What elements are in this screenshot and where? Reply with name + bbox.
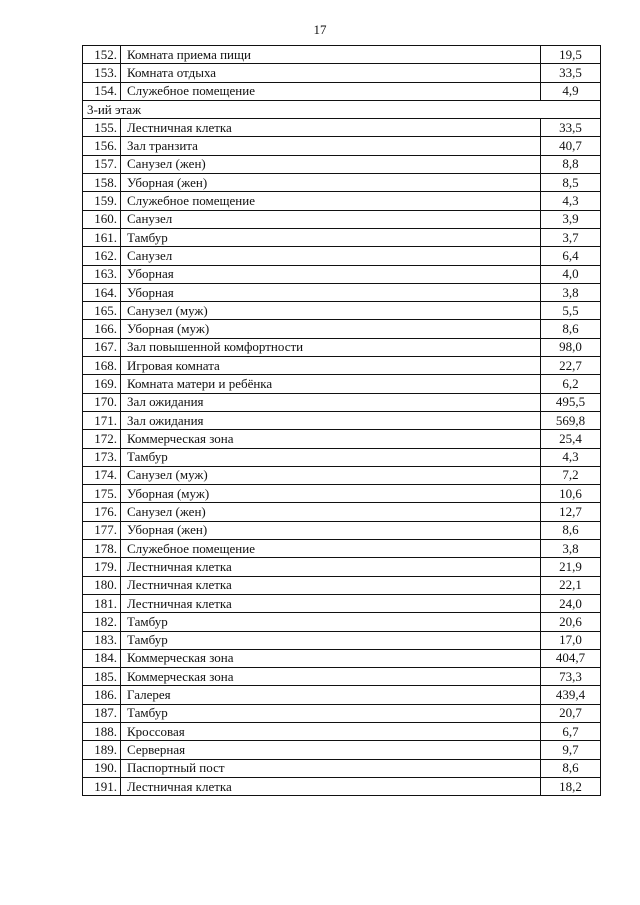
room-name-cell: Тамбур xyxy=(121,448,541,466)
room-number-cell: 170. xyxy=(83,393,121,411)
room-number-cell: 162. xyxy=(83,247,121,265)
room-name-cell: Санузел (муж) xyxy=(121,466,541,484)
table-row xyxy=(83,338,601,356)
room-area-cell: 4,9 xyxy=(541,82,601,100)
room-name-cell: Лестничная клетка xyxy=(121,558,541,576)
room-number-cell: 188. xyxy=(83,722,121,740)
room-number-cell: 153. xyxy=(83,64,121,82)
room-name-cell: Галерея xyxy=(121,686,541,704)
room-area-cell: 20,6 xyxy=(541,613,601,631)
room-name-cell: Уборная (жен) xyxy=(121,174,541,192)
room-name-cell: Коммерческая зона xyxy=(121,668,541,686)
room-area-cell: 40,7 xyxy=(541,137,601,155)
room-name-cell: Игровая комната xyxy=(121,357,541,375)
room-number-cell: 190. xyxy=(83,759,121,777)
room-number-cell: 164. xyxy=(83,283,121,301)
table-row xyxy=(83,594,601,612)
room-name-cell: Зал ожидания xyxy=(121,393,541,411)
room-name-cell: Санузел xyxy=(121,210,541,228)
room-number-cell: 180. xyxy=(83,576,121,594)
table-row xyxy=(83,46,601,64)
room-area-cell: 8,8 xyxy=(541,155,601,173)
room-name-cell: Серверная xyxy=(121,741,541,759)
room-name-cell: Служебное помещение xyxy=(121,192,541,210)
room-area-cell: 22,1 xyxy=(541,576,601,594)
table-row xyxy=(83,485,601,503)
room-number-cell: 185. xyxy=(83,668,121,686)
room-area-cell: 8,5 xyxy=(541,174,601,192)
room-number-cell: 172. xyxy=(83,430,121,448)
room-name-cell: Санузел (жен) xyxy=(121,503,541,521)
table-row xyxy=(83,375,601,393)
room-area-cell: 33,5 xyxy=(541,119,601,137)
room-name-cell: Коммерческая зона xyxy=(121,430,541,448)
room-area-cell: 3,7 xyxy=(541,228,601,246)
room-name-cell: Комната матери и ребёнка xyxy=(121,375,541,393)
room-name-cell: Тамбур xyxy=(121,228,541,246)
room-area-cell: 21,9 xyxy=(541,558,601,576)
room-name-cell: Тамбур xyxy=(121,631,541,649)
room-area-cell: 18,2 xyxy=(541,777,601,795)
room-area-cell: 439,4 xyxy=(541,686,601,704)
room-area-cell: 10,6 xyxy=(541,485,601,503)
room-number-cell: 179. xyxy=(83,558,121,576)
table-row xyxy=(83,741,601,759)
room-number-cell: 177. xyxy=(83,521,121,539)
room-area-cell: 569,8 xyxy=(541,411,601,429)
room-number-cell: 156. xyxy=(83,137,121,155)
room-area-cell: 3,9 xyxy=(541,210,601,228)
room-number-cell: 155. xyxy=(83,119,121,137)
room-name-cell: Уборная (муж) xyxy=(121,485,541,503)
table-body-floor3 xyxy=(83,119,601,796)
room-number-cell: 163. xyxy=(83,265,121,283)
room-name-cell: Лестничная клетка xyxy=(121,576,541,594)
room-area-cell: 4,3 xyxy=(541,448,601,466)
room-number-cell: 157. xyxy=(83,155,121,173)
room-number-cell: 161. xyxy=(83,228,121,246)
room-area-cell: 6,4 xyxy=(541,247,601,265)
room-area-cell: 12,7 xyxy=(541,503,601,521)
room-area-cell: 8,6 xyxy=(541,320,601,338)
table-row xyxy=(83,82,601,100)
room-name-cell: Зал ожидания xyxy=(121,411,541,429)
room-name-cell: Уборная (муж) xyxy=(121,320,541,338)
room-area-cell: 7,2 xyxy=(541,466,601,484)
room-number-cell: 169. xyxy=(83,375,121,393)
table-row xyxy=(83,155,601,173)
room-number-cell: 175. xyxy=(83,485,121,503)
room-number-cell: 187. xyxy=(83,704,121,722)
room-name-cell: Паспортный пост xyxy=(121,759,541,777)
room-name-cell: Коммерческая зона xyxy=(121,649,541,667)
table-row xyxy=(83,393,601,411)
room-area-cell: 495,5 xyxy=(541,393,601,411)
room-number-cell: 159. xyxy=(83,192,121,210)
table-row xyxy=(83,210,601,228)
table-row xyxy=(83,448,601,466)
room-area-cell: 73,3 xyxy=(541,668,601,686)
page-number: 17 xyxy=(313,22,327,37)
room-number-cell: 182. xyxy=(83,613,121,631)
room-area-cell: 22,7 xyxy=(541,357,601,375)
section-row xyxy=(83,100,601,118)
table-row xyxy=(83,137,601,155)
room-area-cell: 6,2 xyxy=(541,375,601,393)
room-name-cell: Служебное помещение xyxy=(121,540,541,558)
room-name-cell: Тамбур xyxy=(121,613,541,631)
room-name-cell: Лестничная клетка xyxy=(121,777,541,795)
room-area-cell: 98,0 xyxy=(541,338,601,356)
table-row xyxy=(83,759,601,777)
table-row xyxy=(83,558,601,576)
room-name-cell: Уборная xyxy=(121,265,541,283)
room-number-cell: 158. xyxy=(83,174,121,192)
table-row xyxy=(83,228,601,246)
room-number-cell: 166. xyxy=(83,320,121,338)
table-row xyxy=(83,649,601,667)
room-number-cell: 174. xyxy=(83,466,121,484)
room-name-cell: Лестничная клетка xyxy=(121,119,541,137)
table-row xyxy=(83,503,601,521)
table-row xyxy=(83,722,601,740)
room-name-cell: Уборная (жен) xyxy=(121,521,541,539)
room-area-cell: 8,6 xyxy=(541,521,601,539)
room-area-cell: 3,8 xyxy=(541,283,601,301)
room-name-cell: Лестничная клетка xyxy=(121,594,541,612)
table-row xyxy=(83,247,601,265)
room-name-cell: Кроссовая xyxy=(121,722,541,740)
table-body-top xyxy=(83,46,601,101)
room-area-cell: 24,0 xyxy=(541,594,601,612)
room-name-cell: Служебное помещение xyxy=(121,82,541,100)
table-row xyxy=(83,631,601,649)
room-name-cell: Комната приема пищи xyxy=(121,46,541,64)
room-name-cell: Санузел (муж) xyxy=(121,302,541,320)
room-number-cell: 152. xyxy=(83,46,121,64)
table-row xyxy=(83,576,601,594)
table-row xyxy=(83,466,601,484)
room-number-cell: 165. xyxy=(83,302,121,320)
room-area-cell: 8,6 xyxy=(541,759,601,777)
room-area-cell: 5,5 xyxy=(541,302,601,320)
room-number-cell: 160. xyxy=(83,210,121,228)
room-area-cell: 17,0 xyxy=(541,631,601,649)
room-number-cell: 176. xyxy=(83,503,121,521)
room-name-cell: Зал повышенной комфортности xyxy=(121,338,541,356)
table-row xyxy=(83,668,601,686)
room-area-cell: 20,7 xyxy=(541,704,601,722)
room-number-cell: 167. xyxy=(83,338,121,356)
room-area-cell: 6,7 xyxy=(541,722,601,740)
table-row xyxy=(83,283,601,301)
room-area-cell: 25,4 xyxy=(541,430,601,448)
section-title: 3-ий этаж xyxy=(83,100,601,118)
room-area-cell: 404,7 xyxy=(541,649,601,667)
table-row xyxy=(83,64,601,82)
room-number-cell: 189. xyxy=(83,741,121,759)
room-area-cell: 3,8 xyxy=(541,540,601,558)
table-row xyxy=(83,265,601,283)
room-number-cell: 173. xyxy=(83,448,121,466)
table-row xyxy=(83,174,601,192)
room-number-cell: 183. xyxy=(83,631,121,649)
table-row xyxy=(83,777,601,795)
table-row xyxy=(83,704,601,722)
room-number-cell: 191. xyxy=(83,777,121,795)
room-number-cell: 171. xyxy=(83,411,121,429)
room-name-cell: Уборная xyxy=(121,283,541,301)
room-name-cell: Тамбур xyxy=(121,704,541,722)
table-row xyxy=(83,302,601,320)
table-row xyxy=(83,613,601,631)
room-name-cell: Санузел (жен) xyxy=(121,155,541,173)
table-row xyxy=(83,192,601,210)
room-name-cell: Комната отдыха xyxy=(121,64,541,82)
rooms-table xyxy=(82,45,601,796)
room-number-cell: 186. xyxy=(83,686,121,704)
room-area-cell: 4,0 xyxy=(541,265,601,283)
room-number-cell: 168. xyxy=(83,357,121,375)
table-row xyxy=(83,686,601,704)
room-name-cell: Санузел xyxy=(121,247,541,265)
table-section-header xyxy=(83,100,601,118)
room-number-cell: 154. xyxy=(83,82,121,100)
room-area-cell: 19,5 xyxy=(541,46,601,64)
table-row xyxy=(83,540,601,558)
table-row xyxy=(83,411,601,429)
table-row xyxy=(83,320,601,338)
rooms-table-container xyxy=(82,45,600,796)
room-number-cell: 181. xyxy=(83,594,121,612)
room-area-cell: 33,5 xyxy=(541,64,601,82)
room-number-cell: 178. xyxy=(83,540,121,558)
room-area-cell: 4,3 xyxy=(541,192,601,210)
table-row xyxy=(83,357,601,375)
table-row xyxy=(83,119,601,137)
table-row xyxy=(83,521,601,539)
room-area-cell: 9,7 xyxy=(541,741,601,759)
room-name-cell: Зал транзита xyxy=(121,137,541,155)
room-number-cell: 184. xyxy=(83,649,121,667)
table-row xyxy=(83,430,601,448)
